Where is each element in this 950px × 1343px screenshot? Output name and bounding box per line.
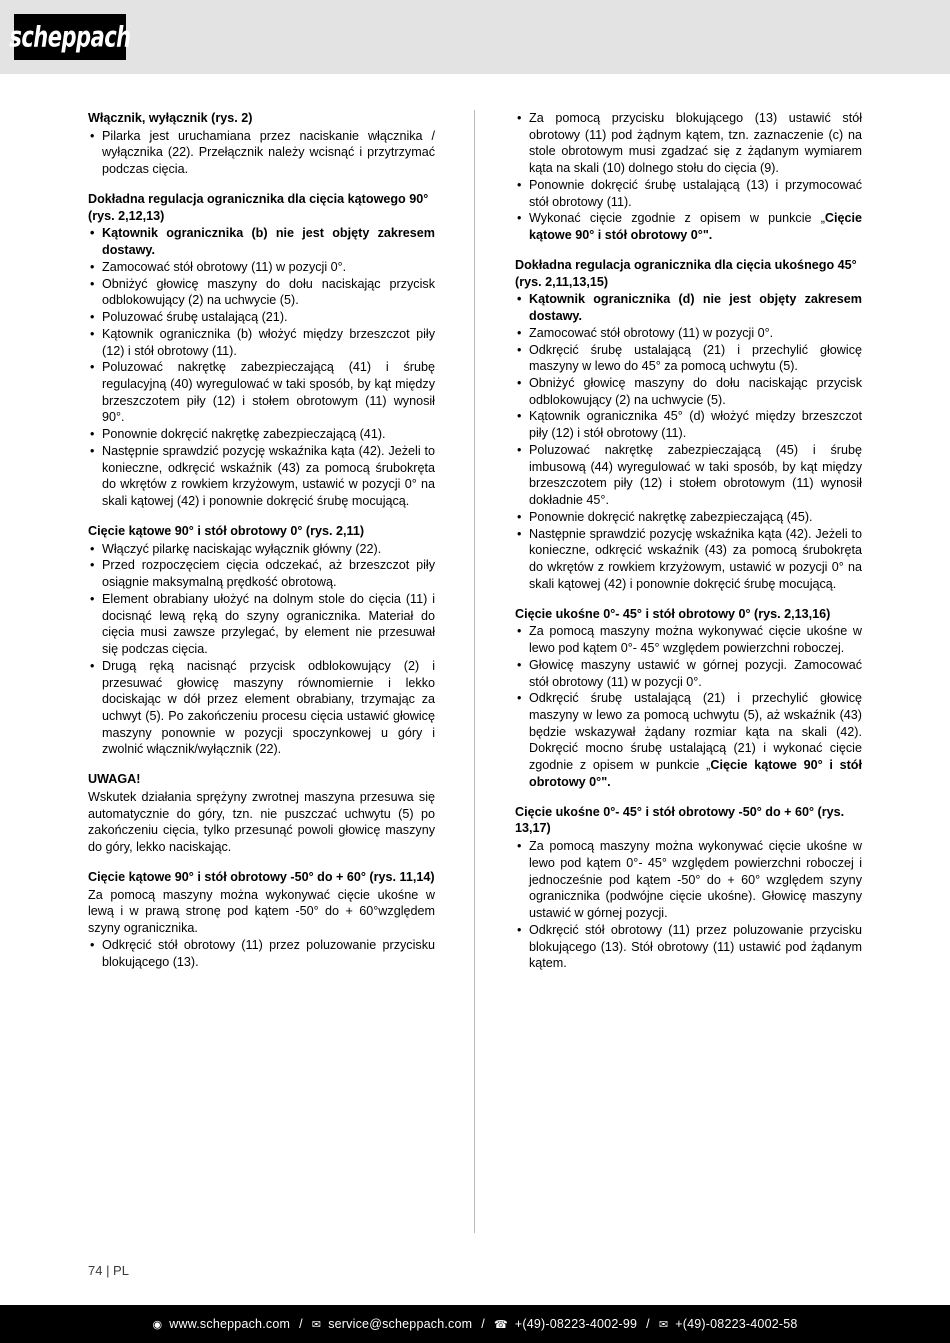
list-item: • Poluzować nakrętkę zabezpieczającą (41) i śrubę regulacyjną (40) wyregulować w taki sposób, by kąt między brzeszczotem piły (12) i stołem obrotowym (11) wynosił 90°. — [88, 359, 435, 426]
footer-fax: +(49)-08223-4002-58 — [675, 1317, 798, 1331]
section-bevel-turntable — [515, 804, 862, 972]
section-fine-adjust-90 — [88, 191, 435, 510]
list-item: • Następnie sprawdzić pozycję wskaźnika kąta (42). Jeżeli to konieczne, odkręcić wskaźnik (43) za pomocą śrubokręta do wkrętów z rowkiem krzyżowym, ustawić w pozycji 0° na skali kątowej (42) i ponownie dokręcić śrubę mocującą. — [515, 526, 862, 593]
list-item: • Pilarka jest uruchamiana przez naciskanie włącznika / wyłącznika (22). Przełącznik należy wcisnąć i przytrzymać podczas cięcia. — [88, 128, 435, 178]
list-item: • Kątownik ogranicznika (b) nie jest objęty zakresem dostawy. — [88, 225, 435, 258]
fax-icon: ✉ — [658, 1318, 669, 1331]
section-heading: Cięcie ukośne 0°- 45° i stół obrotowy -50° do + 60° (rys. 13,17) — [515, 804, 845, 836]
list-item: • Ponownie dokręcić śrubę ustalającą (13) i przymocować stół obrotowy (11). — [515, 177, 862, 210]
section-heading: Włącznik, wyłącznik (rys. 2) — [88, 111, 253, 125]
list-item: • Poluzować śrubę ustalającą (21). — [88, 309, 435, 326]
list-item: • Element obrabiany ułożyć na dolnym stole do cięcia (11) i docisnąć lewą ręką do szyny ogranicznika. Materiał do cięcia musi zawsze przylegać, by element nie przesuwał się podczas cięcia. — [88, 591, 435, 658]
section-heading: Cięcie kątowe 90° i stół obrotowy 0° (rys. 2,11) — [88, 523, 365, 538]
logo-text: scheppach — [9, 20, 131, 54]
list-item: • Włączyć pilarkę naciskając wyłącznik główny (22). — [88, 541, 435, 558]
bullet-list — [88, 225, 435, 509]
section-miter-cut-90 — [88, 523, 435, 758]
list-item: • Obniżyć głowicę maszyny do dołu naciskając przycisk odblokowujący (2) na uchwycie (5). — [88, 276, 435, 309]
list-item-emphasis: Cięcie kątowe 90° i stół obrotowy 0°". — [529, 211, 862, 243]
bullet-list — [515, 291, 862, 592]
list-item — [515, 210, 862, 243]
section-miter-turntable — [88, 869, 435, 970]
bullet-list — [515, 110, 862, 244]
list-item: • Zamocować stół obrotowy (11) w pozycji 0°. — [515, 325, 862, 342]
section-heading: Cięcie ukośne 0°- 45° i stół obrotowy 0° (rys. 2,13,16) — [515, 606, 831, 621]
section-heading: Dokładna regulacja ogranicznika dla cięcia kątowego 90° (rys. 2,12,13) — [88, 191, 429, 223]
phone-icon: ☎ — [493, 1318, 508, 1331]
list-item: • Kątownik ogranicznika (d) nie jest objęty zakresem dostawy. — [515, 291, 862, 324]
section-bevel-0-45 — [515, 606, 862, 791]
list-item — [515, 690, 862, 790]
paragraph: Wskutek działania sprężyny zwrotnej maszyna przesuwa się automatycznie do góry, tzn. nie puszczać uchwytu (5) po zakończeniu cięcia, tylko przesunąć powoli głowicę maszyny do góry, lekko naciskając. — [88, 789, 435, 855]
list-item: • Odkręcić śrubę ustalającą (21) i przechylić głowicę maszyny w lewo do 45° za pomocą uchwytu (5). — [515, 342, 862, 375]
list-item: • Drugą ręką nacisnąć przycisk odblokowujący (2) i przesuwać głowicę maszyny równomiernie i lekko dociskając w dół przez element obrabiany, trzymając za uchwyt (5). Po zakończeniu procesu cięcia ustawić głowicę maszyny ponownie w pozycji spoczynkowej u góry i zwolnić włącznik/wyłącznik (22). — [88, 658, 435, 758]
list-item: • Obniżyć głowicę maszyny do dołu naciskając przycisk odblokowujący (2) na uchwycie (5). — [515, 375, 862, 408]
bullet-list — [515, 838, 862, 972]
scheppach-logo — [9, 14, 131, 60]
list-item-text: Wykonać cięcie zgodnie z opisem w punkcie „ — [529, 211, 825, 226]
right-column — [515, 110, 862, 972]
bullet-list — [88, 128, 435, 178]
section-warning — [88, 771, 435, 856]
list-item: • Przed rozpoczęciem cięcia odczekać, aż brzeszczot piły osiągnie maksymalną prędkość obrotową. — [88, 557, 435, 590]
page-content — [88, 110, 862, 1230]
list-item: • Poluzować nakrętkę zabezpieczającą (45) i śrubę imbusową (44) wyregulować w taki sposób, by kąt między brzeszczotem piły (12) i stołem obrotowym (11) wynosił dokładnie 45°. — [515, 442, 862, 509]
footer-phone: +(49)-08223-4002-99 — [514, 1317, 638, 1331]
list-item: • Za pomocą przycisku blokującego (13) ustawić stół obrotowy (11) pod żądnym kątem, tzn. zaznaczenie (c) na stole obrotowym musi zgadzać się z żądanym wymiarem kąta na skali (10) dolnego stołu do cięcia (9). — [515, 110, 862, 177]
footer-separator: / — [299, 1317, 303, 1331]
list-item: • Kątownik ogranicznika 45° (d) włożyć między brzeszczot piły (12) i stół obrotowy (11). — [515, 408, 862, 441]
list-item: • Za pomocą maszyny można wykonywać cięcie ukośne w lewo pod kątem 0°- 45° względem powierzchni roboczej i jednocześnie pod kątem -50° do + 60° względem szyny ogranicznika (podwójne cięcie ukośne). Głowicę maszyny ustawić w górnej pozycji. — [515, 838, 862, 922]
column-divider — [474, 110, 475, 1233]
page-number: 74 | PL — [88, 1263, 129, 1278]
list-item: • Ponownie dokręcić nakrętkę zabezpieczającą (41). — [88, 426, 435, 443]
section-switch — [88, 110, 435, 178]
page-header — [0, 0, 950, 74]
list-item: • Ponownie dokręcić nakrętkę zabezpieczającą (45). — [515, 509, 862, 526]
bullet-list — [88, 541, 435, 759]
paragraph: Za pomocą maszyny można wykonywać cięcie ukośne w lewą i w prawą stronę pod kątem -50° do + 60°względem szyny ogranicznika. — [88, 887, 435, 936]
page-footer — [0, 1305, 950, 1343]
globe-icon: ◉ — [152, 1318, 163, 1331]
list-item: • Kątownik ogranicznika (b) włożyć między brzeszczot piły (12) i stół obrotowy (11). — [88, 326, 435, 359]
list-item: • Odkręcić stół obrotowy (11) przez poluzowanie przycisku blokującego (13). — [88, 937, 435, 970]
list-item-emphasis: Cięcie kątowe 90° i stół obrotowy 0°". — [529, 758, 863, 789]
footer-separator: / — [481, 1317, 485, 1331]
bullet-list — [88, 937, 435, 970]
left-column — [88, 110, 435, 970]
envelope-icon: ✉ — [311, 1318, 322, 1331]
bullet-list — [515, 623, 862, 790]
footer-contact-bar — [152, 1317, 797, 1331]
section-heading: Cięcie kątowe 90° i stół obrotowy -50° do + 60° (rys. 11,14) — [88, 869, 435, 884]
list-item: • Odkręcić stół obrotowy (11) przez poluzowanie przycisku blokującego (13). Stół obrotowy (11) ustawić pod żądanym kątem. — [515, 922, 862, 972]
section-fine-adjust-45 — [515, 257, 862, 593]
list-item: • Zamocować stół obrotowy (11) w pozycji 0°. — [88, 259, 435, 276]
footer-separator: / — [646, 1317, 650, 1331]
section-heading: UWAGA! — [88, 772, 141, 787]
list-item: • Głowicę maszyny ustawić w górnej pozycji. Zamocować stół obrotowy (11) w pozycji 0°. — [515, 657, 862, 690]
list-item-text: Odkręcić śrubę ustalającą (21) i przechylić głowicę maszyny w lewo za pomocą uchwytu (5), aż wskaźnik (43) będzie wskazywał żądany rozmiar kąta na skali (42). Dokręcić mocno śrubę ustalającą (21) i wykonać cięcie zgodnie z opisem w punkcie „ — [529, 691, 862, 773]
list-item: • Następnie sprawdzić pozycję wskaźnika kąta (42). Jeżeli to konieczne, odkręcić wskaźnik (43) za pomocą śrubokręta do wkrętów z rowkiem krzyżowym, ustawić w pozycji 0° na skali kątowej (42) i ponownie dokręcić śrubę mocującą. — [88, 443, 435, 510]
footer-website[interactable]: www.scheppach.com — [169, 1317, 291, 1331]
section-continued — [515, 110, 862, 244]
section-heading: Dokładna regulacja ogranicznika dla cięcia ukośnego 45° (rys. 2,11,13,15) — [515, 257, 857, 289]
footer-email[interactable]: service@scheppach.com — [328, 1317, 473, 1331]
list-item: • Za pomocą maszyny można wykonywać cięcie ukośne w lewo pod kątem 0°- 45° względem powierzchni roboczej. — [515, 623, 862, 656]
